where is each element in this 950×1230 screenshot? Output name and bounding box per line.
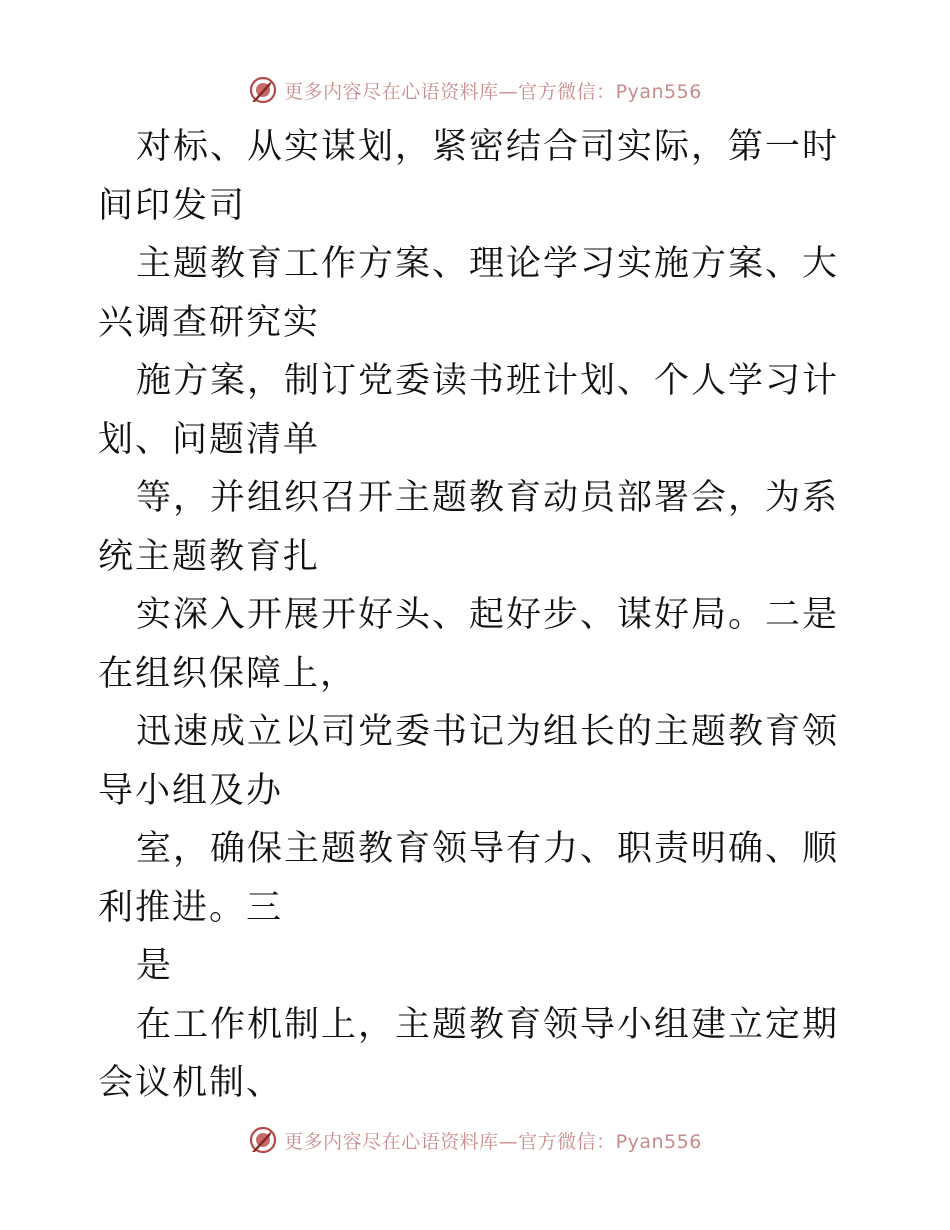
watermark-text: 更多内容尽在心语资料库—官方微信：Pyan556 xyxy=(284,1130,702,1153)
paragraph-3: 施方案，制订党委读书班计划、个人学习计划、问题清单 xyxy=(98,361,840,460)
paragraph-4: 等，并组织召开主题教育动员部署会，为系统主题教育扎 xyxy=(98,478,840,577)
watermark xyxy=(248,1125,702,1155)
header-watermark xyxy=(0,70,950,110)
paragraph-7: 室，确保主题教育领导有力、职责明确、顺利推进。三 xyxy=(98,829,840,928)
paragraph-9: 在工作机制上，主题教育领导小组建立定期会议机制、 xyxy=(98,1004,840,1103)
footer-watermark xyxy=(0,1120,950,1160)
paragraph-8: 是 xyxy=(136,946,174,986)
document-body xyxy=(98,118,858,1113)
paragraph-5: 实深入开展开好头、起好步、谋好局。二是在组织保障上， xyxy=(98,595,840,694)
watermark-text: 更多内容尽在心语资料库—官方微信：Pyan556 xyxy=(284,80,702,103)
quill-seal-icon xyxy=(248,75,278,105)
paragraph-6: 迅速成立以司党委书记为组长的主题教育领导小组及办 xyxy=(98,712,840,811)
paragraph-1: 对标、从实谋划，紧密结合司实际，第一时间印发司 xyxy=(98,127,840,226)
watermark xyxy=(248,75,702,105)
paragraph-2: 主题教育工作方案、理论学习实施方案、大兴调查研究实 xyxy=(98,244,840,343)
quill-seal-icon xyxy=(248,1125,278,1155)
